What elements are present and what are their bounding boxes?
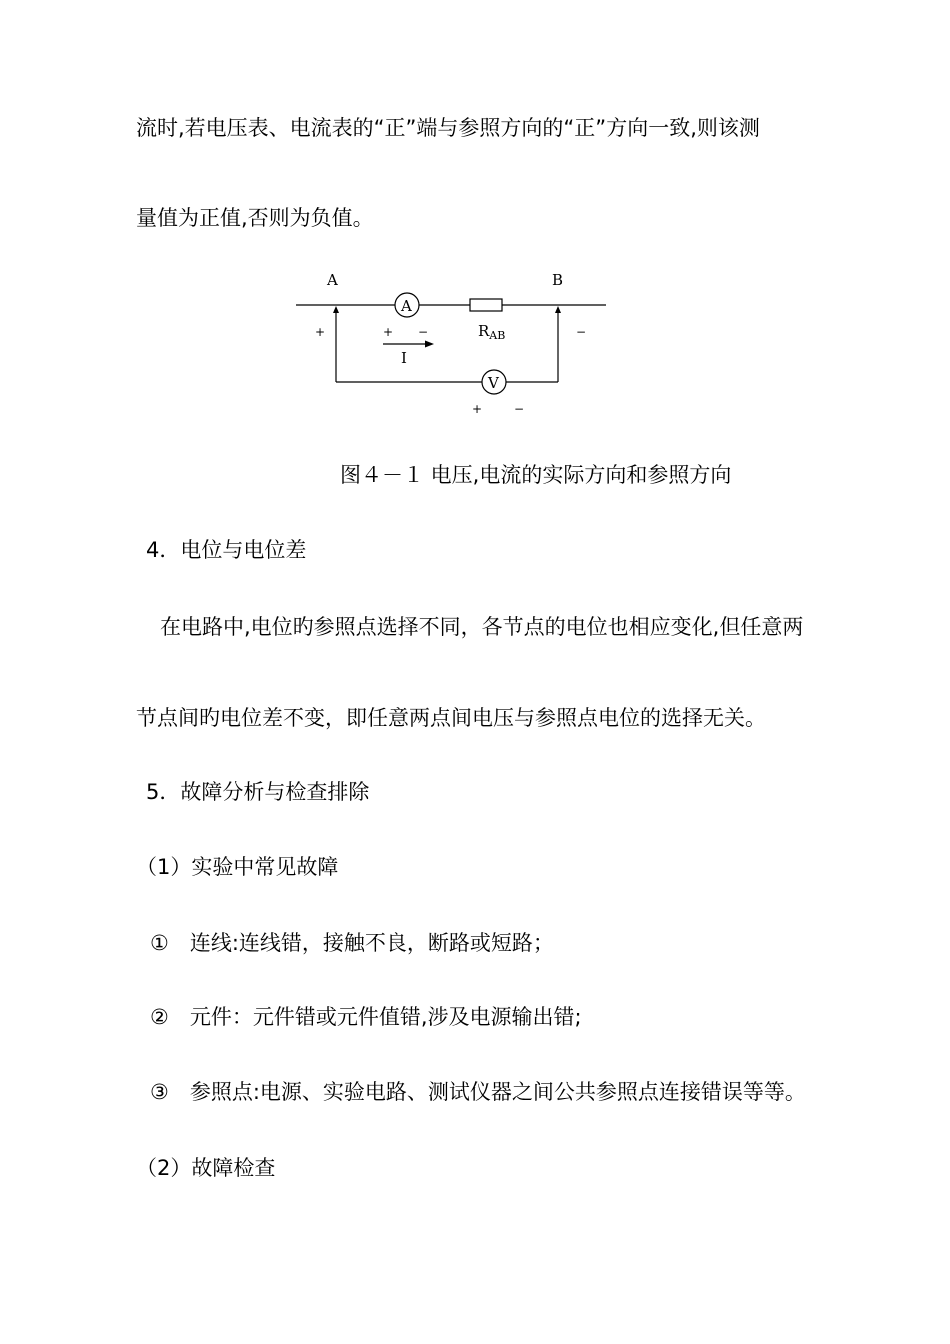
node-a-label: A <box>327 271 338 289</box>
resistor-label-main: R <box>478 322 490 340</box>
section-heading: 4．电位与电位差 <box>146 538 307 562</box>
plus-sign: + <box>383 325 394 339</box>
plus-sign: + <box>315 325 326 339</box>
resistor-label-subscript: AB <box>489 329 506 342</box>
circuit-diagram <box>280 260 640 430</box>
section-heading: 5．故障分析与检查排除 <box>146 780 370 804</box>
subsection-heading: （1）实验中常见故障 <box>136 855 339 879</box>
figure-caption: 图４－１ 电压,电流的实际方向和参照方向 <box>340 463 732 487</box>
paragraph-line: 在电路中,电位旳参照点选择不同，各节点的电位也相应变化,但任意两 <box>160 615 804 639</box>
paragraph-line: 节点间旳电位差不变，即任意两点间电压与参照点电位的选择无关。 <box>136 706 766 730</box>
minus-sign: − <box>418 325 429 339</box>
probe-arrow-left <box>333 306 339 313</box>
minus-sign: − <box>576 325 587 339</box>
plus-sign: + <box>472 402 483 416</box>
ammeter-label: A <box>401 297 412 315</box>
resistor-symbol <box>470 299 502 311</box>
list-item: ② 元件：元件错或元件值错,涉及电源输出错; <box>150 1005 582 1029</box>
paragraph-line: 流时,若电压表、电流表的“正”端与参照方向的“正”方向一致,则该测 <box>136 116 760 140</box>
node-b-label: B <box>552 271 564 289</box>
voltmeter-label: V <box>488 374 499 392</box>
probe-arrow-right <box>555 306 561 313</box>
subsection-heading: （2）故障检查 <box>136 1156 276 1180</box>
paragraph-line: 量值为正值,否则为负值。 <box>136 206 374 230</box>
list-item: ① 连线:连线错，接触不良，断路或短路； <box>150 931 554 955</box>
current-label: I <box>401 349 407 367</box>
minus-sign: − <box>514 402 525 416</box>
current-arrowhead <box>425 341 434 348</box>
resistor-label <box>478 322 505 342</box>
list-item: ③ 参照点:电源、实验电路、测试仪器之间公共参照点连接错误等等。 <box>150 1080 806 1104</box>
